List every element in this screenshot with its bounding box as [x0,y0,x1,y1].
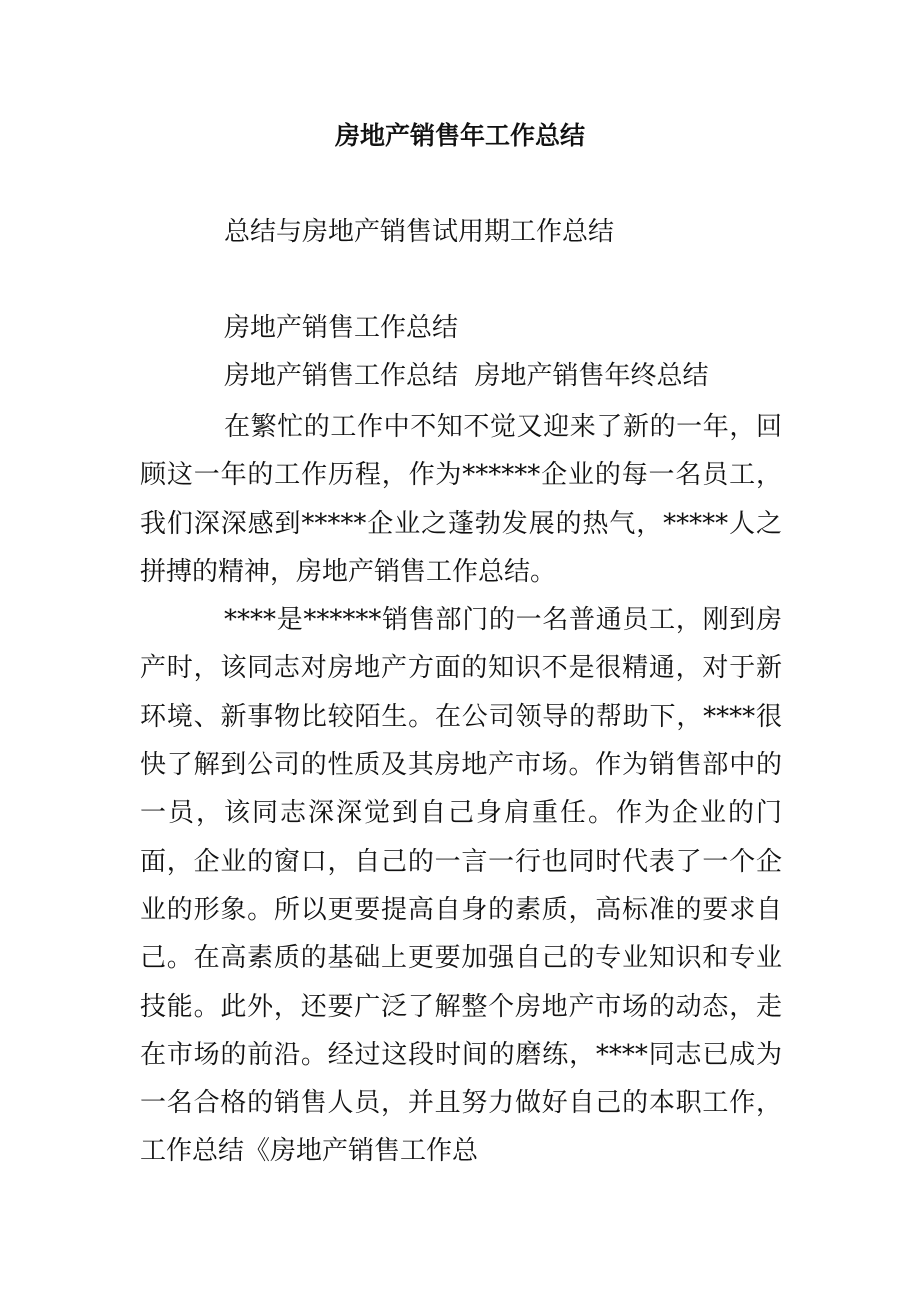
document-title: 房地产销售年工作总结 [334,121,585,150]
document-subtitle: 总结与房地产销售试用期工作总结 [224,217,615,247]
section-heading-2: 房地产销售工作总结 房地产销售年终总结 [224,361,709,391]
body-paragraph: ****是******销售部门的一名普通员工，刚到房产时，该同志对房地产方面的知识不是很精通，对于新环境、新事物比较陌生。在公司领导的帮助下，****很快了解到公司的性质及其房地产市场。作为销售部中的一员，该同志深深觉到自己身肩重任。作为企业的门面，企业的窗口，自己的一言一行也同时代表了一个企业的形象。所以更要提高自身的素质，高标准的要求自己。在高素质的基础上更要加强自己的专业知识和专业技能。此外，还要广泛了解整个房地产市场的动态，走在市场的前沿。经过这段时间的磨练，****同志已成为一名合格的销售人员，并且努力做好自己的本职工作，工作总结《房地产销售工作总 [140,605,782,1167]
document-body [140,403,782,1176]
section-heading-1: 房地产销售工作总结 [224,313,459,343]
body-paragraph: 在繁忙的工作中不知不觉又迎来了新的一年，回顾这一年的工作历程，作为******企业的每一名员工，我们深深感到*****企业之蓬勃发展的热气，*****人之拼搏的精神，房地产销售工作总结。 [140,412,782,587]
